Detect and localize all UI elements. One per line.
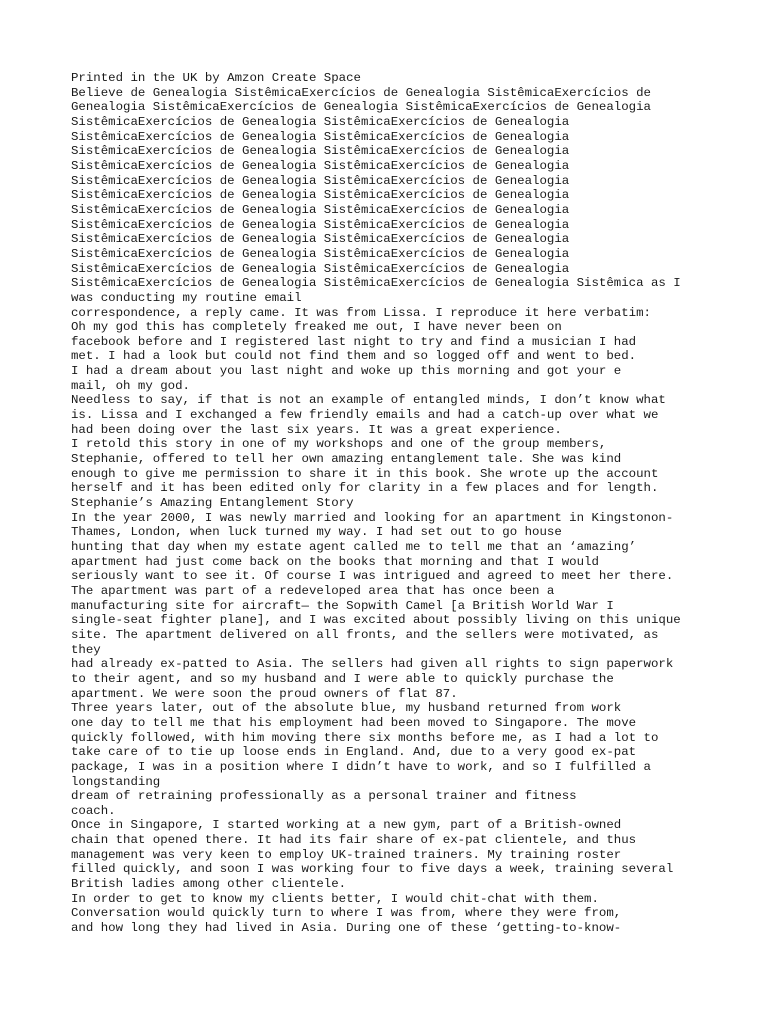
document-line: quickly followed, with him moving there six months before me, as I had a lot to (71, 730, 659, 745)
document-line: to their agent, and so my husband and I were able to quickly purchase the (71, 671, 614, 686)
document-page (71, 71, 751, 936)
document-line: In order to get to know my clients better, I would chit-chat with them. (71, 891, 599, 906)
document-line: The apartment was part of a redeveloped area that has once been a (71, 583, 555, 598)
document-line: Thames, London, when luck turned my way. I had set out to go house (71, 525, 562, 540)
document-line: enough to give me permission to share it in this book. She wrote up the account (71, 466, 659, 481)
document-line: seriously want to see it. Of course I was intrigued and agreed to meet her there. (71, 569, 674, 584)
document-line: one day to tell me that his employment had been moved to Singapore. The move (71, 715, 637, 730)
document-line: In the year 2000, I was newly married and looking for an apartment in Kingstonon- (71, 510, 674, 525)
document-line: chain that opened there. It had its fair share of ex-pat clientele, and thus (71, 833, 637, 848)
document-line: SistêmicaExercícios de Genealogia SistêmicaExercícios de Genealogia (71, 188, 570, 203)
document-line: filled quickly, and soon I was working four to five days a week, training several (71, 862, 674, 877)
document-line: Once in Singapore, I started working at a new gym, part of a British-owned (71, 818, 622, 833)
document-line: single-seat fighter plane], and I was excited about possibly living on this unique (71, 613, 681, 628)
document-line: I retold this story in one of my workshops and one of the group members, (71, 437, 607, 452)
document-line: site. The apartment delivered on all fronts, and the sellers were motivated, as (71, 627, 659, 642)
document-line: SistêmicaExercícios de Genealogia SistêmicaExercícios de Genealogia (71, 129, 570, 144)
document-line: is. Lissa and I exchanged a few friendly emails and had a catch-up over what we (71, 408, 659, 423)
document-line: Conversation would quickly turn to where I was from, where they were from, (71, 906, 622, 921)
document-line: dream of retraining professionally as a personal trainer and fitness (71, 789, 577, 804)
document-line: Believe de Genealogia SistêmicaExercícios de Genealogia SistêmicaExercícios de (71, 85, 651, 100)
document-line: hunting that day when my estate agent called me to tell me that an ‘amazing’ (71, 540, 637, 554)
document-line: package, I was in a position where I didn’t have to work, and so I fulfilled a (71, 759, 651, 774)
document-line: Printed in the UK by Amzon Create Space (71, 71, 361, 85)
document-line: mail, oh my god. (71, 378, 190, 393)
document-line: apartment. We were soon the proud owners of flat 87. (71, 686, 458, 701)
document-line: SistêmicaExercícios de Genealogia SistêmicaExercícios de Genealogia (71, 217, 570, 232)
document-line: facebook before and I registered last night to try and find a musician I had (71, 334, 637, 349)
document-line: they (71, 642, 101, 657)
document-line: SistêmicaExercícios de Genealogia SistêmicaExercícios de Genealogia (71, 261, 570, 276)
document-line: had already ex-patted to Asia. The sellers had given all rights to sign paperwork (71, 657, 674, 672)
document-line: apartment had just come back on the books that morning and that I would (71, 554, 599, 569)
document-line: I had a dream about you last night and woke up this morning and got your e (71, 364, 622, 379)
document-line: SistêmicaExercícios de Genealogia SistêmicaExercícios de Genealogia Sistêmica as I (71, 276, 681, 291)
document-line: SistêmicaExercícios de Genealogia SistêmicaExercícios de Genealogia (71, 232, 570, 247)
document-line: herself and it has been edited only for clarity in a few places and for length. (71, 481, 659, 496)
document-line: SistêmicaExercícios de Genealogia SistêmicaExercícios de Genealogia (71, 144, 570, 159)
document-line: SistêmicaExercícios de Genealogia SistêmicaExercícios de Genealogia (71, 246, 570, 261)
document-line: Oh my god this has completely freaked me out, I have never been on (71, 320, 562, 335)
document-line: Needless to say, if that is not an example of entangled minds, I don’t know what (71, 393, 666, 408)
document-line: Genealogia SistêmicaExercícios de Genealogia SistêmicaExercícios de Genealogia (71, 100, 651, 115)
document-line: and how long they had lived in Asia. During one of these ‘getting-to-know- (71, 921, 622, 936)
document-line: take care of to tie up loose ends in England. And, due to a very good ex-pat (71, 745, 637, 760)
document-line: SistêmicaExercícios de Genealogia SistêmicaExercícios de Genealogia (71, 202, 570, 217)
document-line: Three years later, out of the absolute blue, my husband returned from work (71, 701, 622, 716)
document-line: Stephanie, offered to tell her own amazing entanglement tale. She was kind (71, 452, 622, 467)
document-line: manufacturing site for aircraft— the Sopwith Camel [a British World War I (71, 598, 614, 613)
document-line: Stephanie’s Amazing Entanglement Story (71, 496, 354, 511)
document-line: was conducting my routine email (71, 290, 302, 305)
document-line: longstanding (71, 774, 161, 789)
document-line: met. I had a look but could not find them and so logged off and went to bed. (71, 349, 637, 364)
document-line: coach. (71, 803, 116, 818)
document-line: had been doing over the last six years. It was a great experience. (71, 422, 562, 437)
document-line: SistêmicaExercícios de Genealogia SistêmicaExercícios de Genealogia (71, 158, 570, 173)
document-line: British ladies among other clientele. (71, 877, 347, 892)
document-line: correspondence, a reply came. It was from Lissa. I reproduce it here verbatim: (71, 305, 651, 320)
document-line: SistêmicaExercícios de Genealogia SistêmicaExercícios de Genealogia (71, 114, 570, 129)
document-line: management was very keen to employ UK-trained trainers. My training roster (71, 847, 622, 862)
document-line: SistêmicaExercícios de Genealogia SistêmicaExercícios de Genealogia (71, 173, 570, 188)
